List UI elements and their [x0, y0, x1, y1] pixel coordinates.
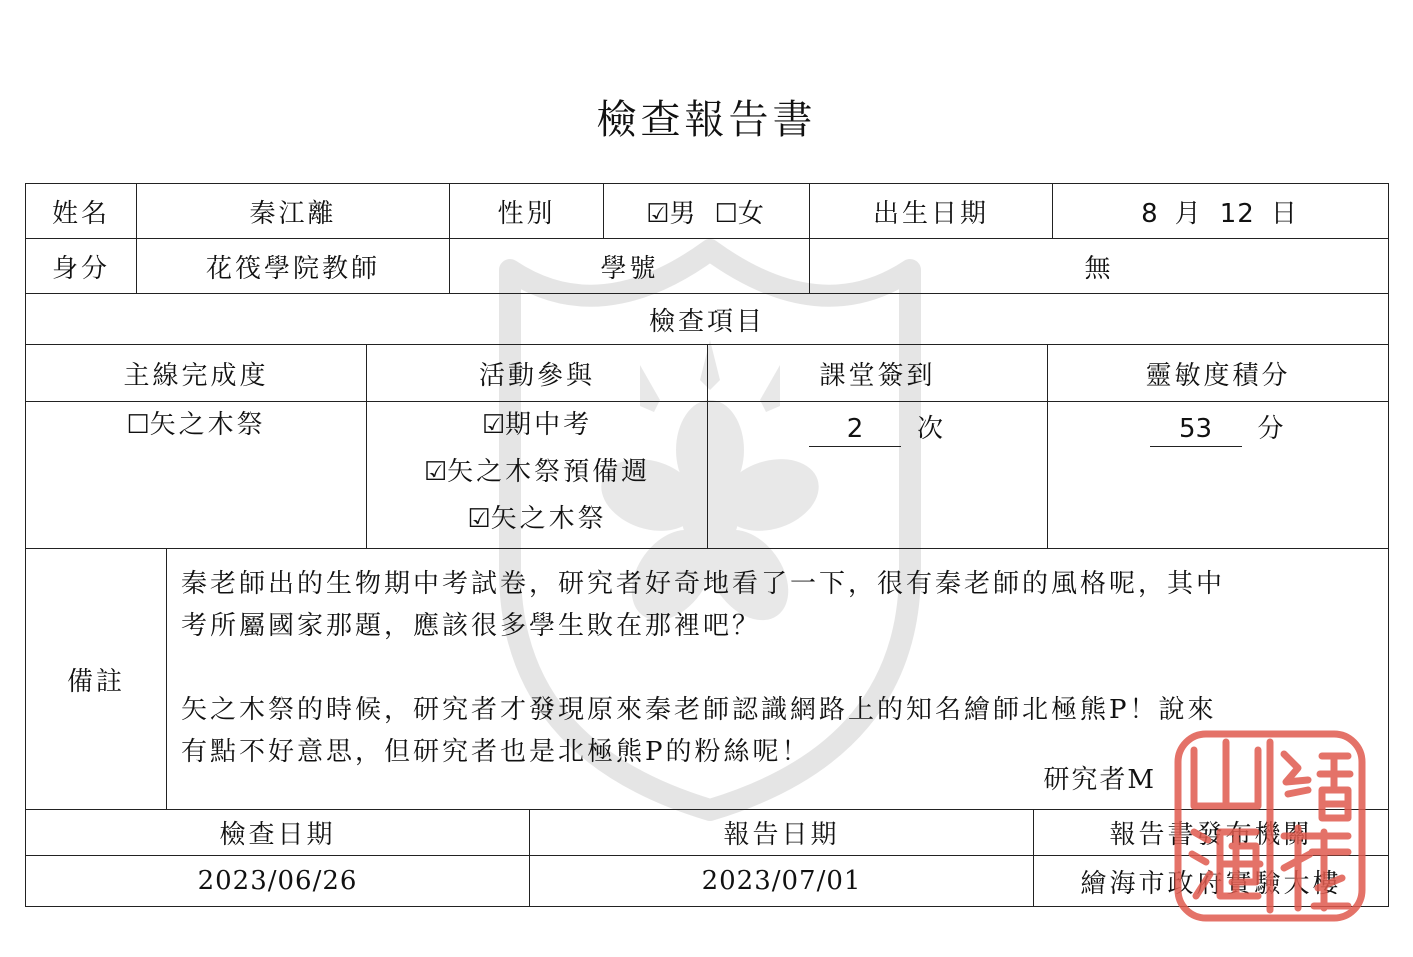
official-seal-stamp: [1172, 728, 1368, 924]
identity-value: 花筏學院教師: [137, 239, 450, 294]
identity-label: 身分: [26, 239, 137, 294]
page-title: 檢查報告書: [596, 97, 817, 143]
checklist-item: [26, 402, 366, 449]
report-date-value: 2023/07/01: [530, 856, 1034, 907]
birth-month-unit: 月: [1174, 198, 1204, 229]
checklist-item-label: 期中考: [505, 410, 593, 440]
birth-day: 12: [1219, 198, 1255, 229]
checklist-item-label: 矢之木祭預備週: [447, 457, 651, 487]
attendance-cell: [708, 402, 1048, 549]
inspection-items-table: [25, 293, 1389, 549]
attendance-count: 2: [809, 412, 901, 447]
checklist-item: [367, 402, 707, 449]
signer: 研究者M: [1043, 765, 1156, 795]
male-label: 男: [669, 198, 699, 229]
activity-header: 活動參與: [367, 345, 708, 402]
activity-cell: [367, 402, 708, 549]
checked-box: ☑: [481, 410, 506, 440]
birth-date-label: 出生日期: [810, 184, 1053, 239]
items-header: 檢查項目: [26, 294, 1389, 345]
notes-line: 考所屬國家那題，應該很多學生敗在那裡吧？: [181, 611, 762, 641]
attendance-unit: 次: [916, 414, 946, 444]
checked-box: ☑: [423, 457, 448, 487]
check-date-label: 檢查日期: [26, 810, 530, 856]
checklist-item-label: 矢之木祭: [490, 504, 607, 534]
checklist-item-label: 矢之木祭: [149, 410, 266, 440]
sensitivity-unit: 分: [1257, 414, 1287, 444]
checked-box: ☑: [467, 504, 491, 534]
check-date-value: 2023/06/26: [26, 856, 530, 907]
student-id-value: 無: [810, 239, 1389, 294]
sensitivity-header: 靈敏度積分: [1048, 345, 1389, 402]
personal-info-table: [25, 183, 1389, 294]
main-quest-header: 主線完成度: [26, 345, 367, 402]
sensitivity-cell: [1048, 402, 1389, 549]
notes-line: 矢之木祭的時候，研究者才發現原來秦老師認識網路上的知名繪師北極熊P！說來: [181, 695, 1217, 725]
notes-line: 有點不好意思，但研究者也是北極熊P的粉絲呢！: [181, 737, 811, 767]
issuer-label: 報告書發布機關: [1034, 810, 1389, 856]
checklist-item: [367, 496, 707, 543]
notes-line: 秦老師出的生物期中考試卷，研究者好奇地看了一下，很有秦老師的風格呢，其中: [181, 569, 1226, 599]
report-date-label: 報告日期: [530, 810, 1034, 856]
gender-label: 性別: [450, 184, 604, 239]
female-label: 女: [737, 198, 767, 229]
issuer-value: 繪海市政府實驗大樓: [1034, 856, 1389, 907]
birth-date-value: [1053, 184, 1389, 239]
main-quest-cell: [26, 402, 367, 549]
attendance-header: 課堂簽到: [708, 345, 1048, 402]
checklist-item: [367, 449, 707, 496]
birth-day-unit: 日: [1270, 198, 1300, 229]
name-value: 秦江離: [137, 184, 450, 239]
name-label: 姓名: [26, 184, 137, 239]
gender-options: [604, 184, 810, 239]
notes-label: 備註: [26, 549, 167, 810]
unchecked-box: ☐: [126, 410, 150, 440]
student-id-label: 學號: [450, 239, 810, 294]
female-checkbox: ☐: [714, 198, 738, 229]
sensitivity-score: 53: [1150, 412, 1242, 447]
birth-month: 8: [1141, 198, 1159, 229]
male-checkbox: ☑: [646, 198, 670, 229]
